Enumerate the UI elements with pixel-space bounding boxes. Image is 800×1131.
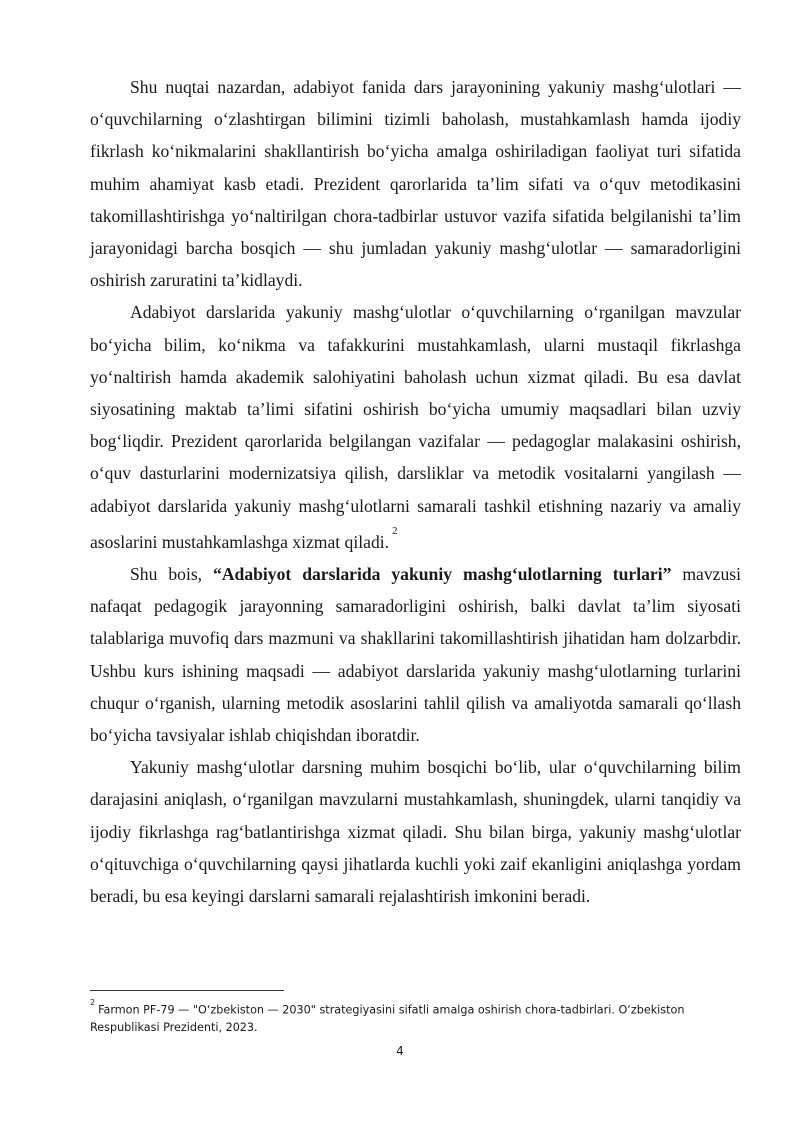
footnote-divider <box>90 990 284 991</box>
paragraph-3-intro: Shu bois, <box>130 563 214 584</box>
paragraph-4: Yakuniy mashg‘ulotlar darsning muhim bosqichi bo‘lib, ular o‘quvchilarning bilim darajasini aniqlash, o‘rganilgan mavzularni mustahkamlash, shuningdek, ularni tanqidiy va ijodiy fikrlashga rag‘batlantirishga xizmat qiladi. Shu bilan birga, yakuniy mashg‘ulotlar o‘qituvchiga o‘quvchilarning qaysi jihatlarda kuchli yoki zaif ekanligini aniqlashga yordam beradi, bu esa keyingi darslarni samarali rejalashtirish imkonini beradi. <box>90 757 741 906</box>
page-number: 4 <box>396 1044 404 1058</box>
paragraph-3 <box>90 558 741 751</box>
footnote-text: Farmon PF-79 — "O‘zbekiston — 2030" strategiyasini sifatli amalga oshirish chora-tadbirlari. O‘zbekiston Respublikasi Prezidenti, 2023. <box>90 1003 685 1034</box>
paragraph-2 <box>90 296 741 557</box>
paragraph-2-text: Adabiyot darslarida yakuniy mashg‘ulotlar o‘quvchilarning o‘rganilgan mavzular bo‘yicha bilim, ko‘nikma va tafakkurini mustahkamlash, ularni mustaqil fikrlashga yo‘naltirish hamda akademik salohiyatini baholash uchun xizmat qiladi. Bu esa davlat siyosatining maktab ta’limi sifatini oshirish bo‘yicha umumiy maqsadlari bilan uzviy bog‘liqdir. Prezident qarorlarida belgilangan vazifalar — pedagoglar malakasini oshirish, o‘quv dasturlarini modernizatsiya qilish, darsliklar va metodik vositalarni yangilash — adabiyot darslarida yakuniy mashg‘ulotlarni samarali tashkil etishning nazariy va amaliy asoslarini mustahkamlashga xizmat qiladi. <box>90 302 741 552</box>
topic-title: “Adabiyot darslarida yakuniy mashg‘ulotlarning turlari” <box>213 563 672 584</box>
footnote-reference[interactable]: 2 <box>392 524 398 537</box>
paragraph-3-text: mavzusi nafaqat pedagogik jarayonning samaradorligini oshirish, balki davlat ta’lim siyosati talablariga muvofiq dars mazmuni va shakllarini takomillashtirish jihatidan ham dolzarbdir. Ushbu kurs ishining maqsadi — adabiyot darslarida yakuniy mashg‘ulotlarning turlarini chuqur o‘rganish, ularning metodik asoslarini tahlil qilish va amaliyotda samarali qo‘llash bo‘yicha tavsiyalar ishlab chiqishdan iboratdir. <box>90 563 742 745</box>
page-body <box>90 71 741 912</box>
footnote-mark: 2 <box>90 998 96 1007</box>
paragraph-1: Shu nuqtai nazardan, adabiyot fanida dars jarayonining yakuniy mashg‘ulotlari — o‘quvchilarning o‘zlashtirgan bilimini tizimli baholash, mustahkamlash hamda ijodiy fikrlash ko‘nikmalarini shakllantirish bo‘yicha amalga oshiriladigan faoliyat turi sifatida muhim ahamiyat kasb etadi. Prezident qarorlarida ta’lim sifati va o‘quv metodikasini takomillashtirishga yo‘naltirilgan chora-tadbirlar ustuvor vazifa sifatida belgilanishi ta’lim jarayonidagi barcha bosqich — shu jumladan yakuniy mashg‘ulotlar — samaradorligini oshirish zaruratini ta’kidlaydi. <box>90 77 741 291</box>
footnote <box>90 998 741 1036</box>
